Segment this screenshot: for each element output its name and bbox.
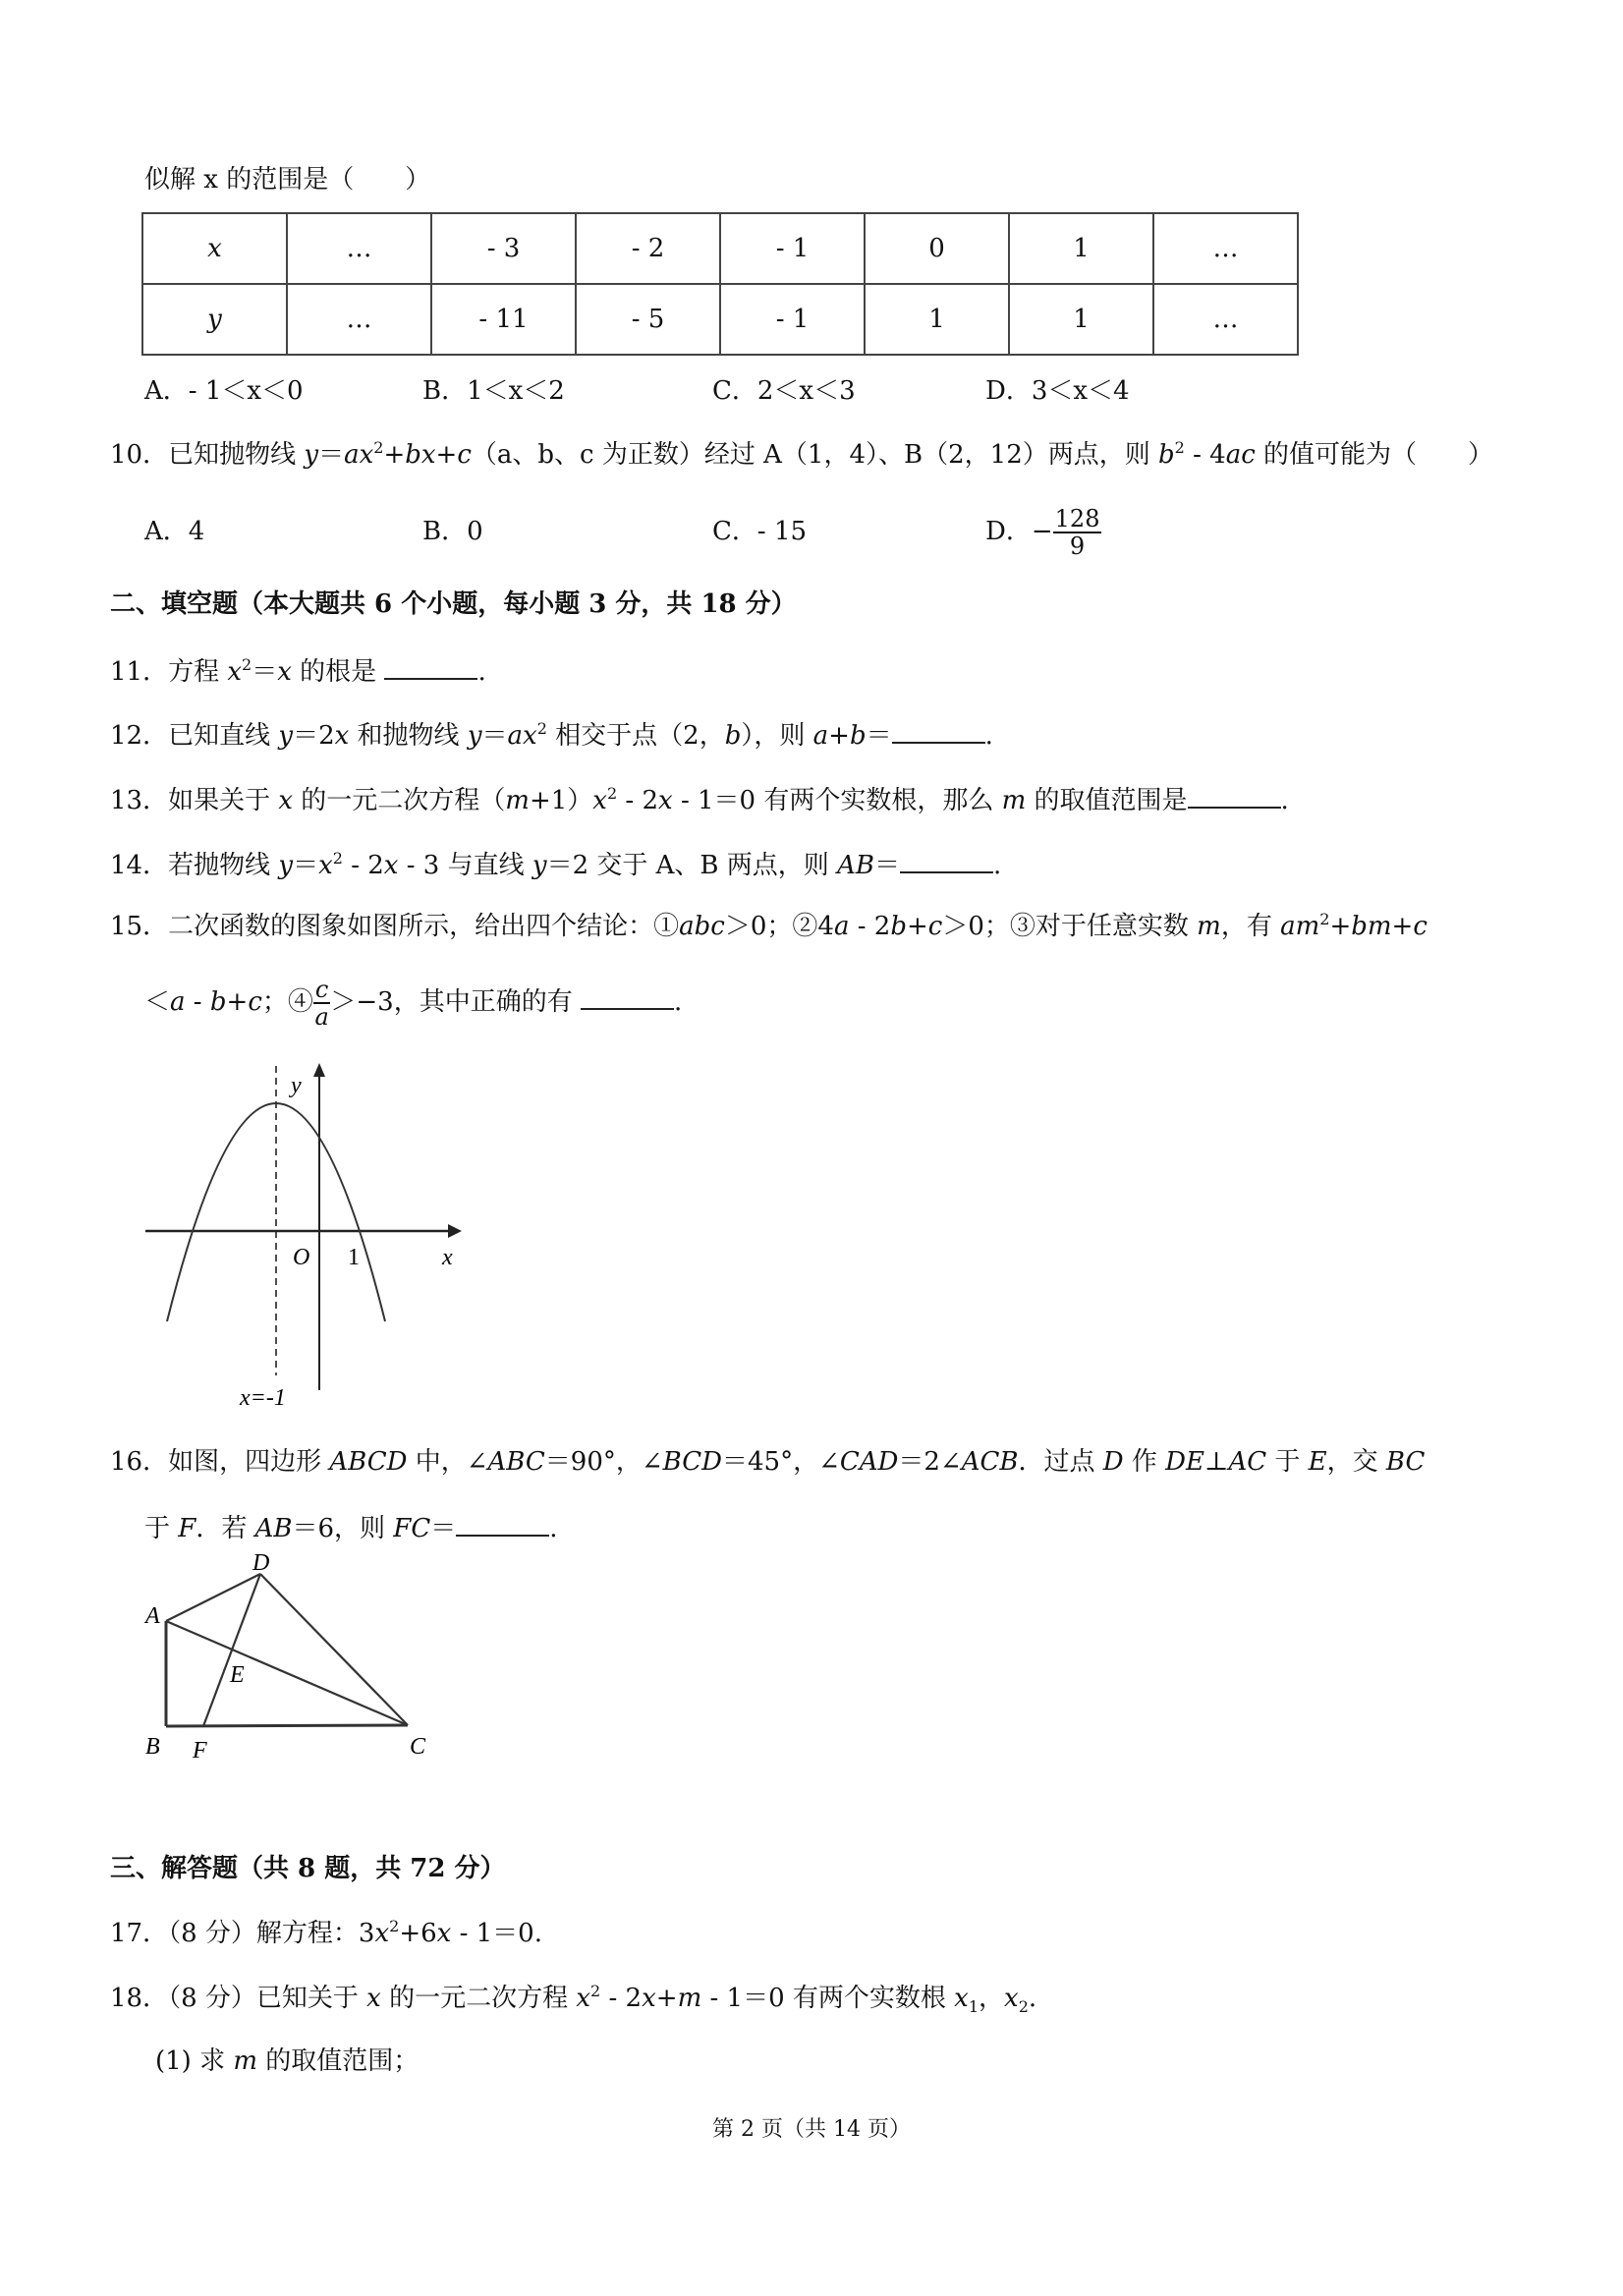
segment-ac (166, 1621, 408, 1725)
section-2-title: 二、填空题（本大题共 6 个小题，每小题 3 分，共 18 分） (110, 589, 797, 619)
fraction: $\frac{128}{9}$ (1054, 505, 1100, 560)
q11: 11．方程 $x^2=x$ 的根是 . (110, 655, 486, 687)
table-cell: - 1 (720, 284, 865, 355)
table-cell: - 11 (431, 284, 576, 355)
table-cell: 0 (865, 213, 1009, 284)
point-e-label: E (230, 1662, 245, 1688)
q14: 14．若抛物线 $y=x^2 - 2x - 3$ 与直线 y＝2 交于 A、B 两点，则 AB＝ . (110, 849, 1002, 880)
table-head: y (142, 284, 287, 355)
segment-df (203, 1574, 260, 1726)
q16-line1: 16．如图，四边形 ABCD 中，∠ABC＝90°，∠BCD＝45°，∠CAD＝2∠ACB．过点 D 作 DE⊥AC 于 E，交 BC (110, 1447, 1426, 1477)
q10-option-a: A．4 (144, 517, 205, 546)
section-3-title: 三、解答题（共 8 题，共 72 分） (110, 1854, 506, 1883)
x-axis-arrow-icon (448, 1224, 462, 1238)
point-f-label: F (193, 1738, 207, 1764)
q9-option-c: C．2＜x＜3 (712, 376, 856, 406)
y-axis-label: y (291, 1073, 302, 1098)
segment-bc (166, 1725, 408, 1726)
q18: 18．（8 分）已知关于 x 的一元二次方程 $x^2 - 2x+m - 1=0$ 有两个实数根 $x_1$，$x_2$. (110, 1982, 1037, 2016)
symmetry-axis-label: x=-1 (240, 1385, 286, 1411)
q10-option-c: C．- 15 (712, 517, 808, 546)
table-cell: … (1153, 284, 1298, 355)
y-axis-arrow-icon (313, 1063, 325, 1077)
fraction: $\frac{c}{a}$ (314, 976, 329, 1031)
q9-option-b: B．1＜x＜2 (422, 376, 565, 406)
x-axis-label: x (442, 1245, 453, 1270)
table-cell: … (287, 213, 431, 284)
answer-blank[interactable] (456, 1511, 549, 1537)
q10-option-b: B．0 (422, 517, 483, 546)
q13: 13．如果关于 x 的一元二次方程$(m+1)x^2 - 2x - 1=0$ 有两个实数根，那么 m 的取值范围是 . (110, 784, 1289, 815)
table-cell: … (287, 284, 431, 355)
table-cell: - 3 (431, 213, 576, 284)
table-head: x (142, 213, 287, 284)
q16-quadrilateral-figure (166, 1574, 408, 1726)
q17: 17．（8 分）解方程：$3x^2+6x - 1=0$. (110, 1917, 542, 1948)
table-cell: - 1 (720, 213, 865, 284)
table-cell: 1 (865, 284, 1009, 355)
table-cell: 1 (1009, 284, 1153, 355)
point-c-label: C (410, 1734, 426, 1760)
q16-point-labels (143, 1550, 426, 1764)
table-cell: 1 (1009, 213, 1153, 284)
q10-stem: 10．已知抛物线 $y=ax^2+bx+c(a$、b、c 为正数）经过 A（1，4）、B（2，12）两点，则 $b^2 - 4ac$ 的值可能为（ ） (110, 438, 1494, 470)
q9-option-d: D．3＜x＜4 (985, 376, 1130, 406)
table-cell: - 5 (576, 284, 720, 355)
point-a-label: A (145, 1603, 160, 1629)
point-d-label: D (252, 1550, 270, 1576)
q16-line2: 于 F．若 AB＝6，则 FC＝ . (144, 1511, 558, 1544)
segment-cd (260, 1574, 408, 1725)
q15-line2: ＜a - b+c；④ $\frac{c}{a}$ ＞−3，其中正确的有 . (144, 976, 683, 1031)
q15-line1: 15．二次函数的图象如图所示，给出四个结论：①abc＞0；②4a - 2b+c＞0；③对于任意实数 m，有 $am^2+bm+c$ (110, 910, 1427, 941)
q9-stem-tail: 似解 x 的范围是（ ） (144, 165, 431, 195)
q10-option-d: D．− $\frac{128}{9}$ (985, 505, 1100, 560)
q15-parabola-graph (145, 1063, 462, 1411)
table-cell: - 2 (576, 213, 720, 284)
page-footer: 第 2 页（共 14 页） (712, 2117, 911, 2142)
q9-option-a: A．- 1＜x＜0 (144, 376, 304, 406)
table-cell: … (1153, 213, 1298, 284)
point-b-label: B (145, 1734, 160, 1760)
q12: 12．已知直线 y＝2x 和抛物线 $y=ax^2$ 相交于点（2，b），则 a+b＝ . (110, 719, 993, 751)
origin-label: O (293, 1245, 310, 1270)
q18-part1: (1) 求 m 的取值范围； (155, 2046, 420, 2076)
tick-label-1: 1 (348, 1245, 360, 1270)
